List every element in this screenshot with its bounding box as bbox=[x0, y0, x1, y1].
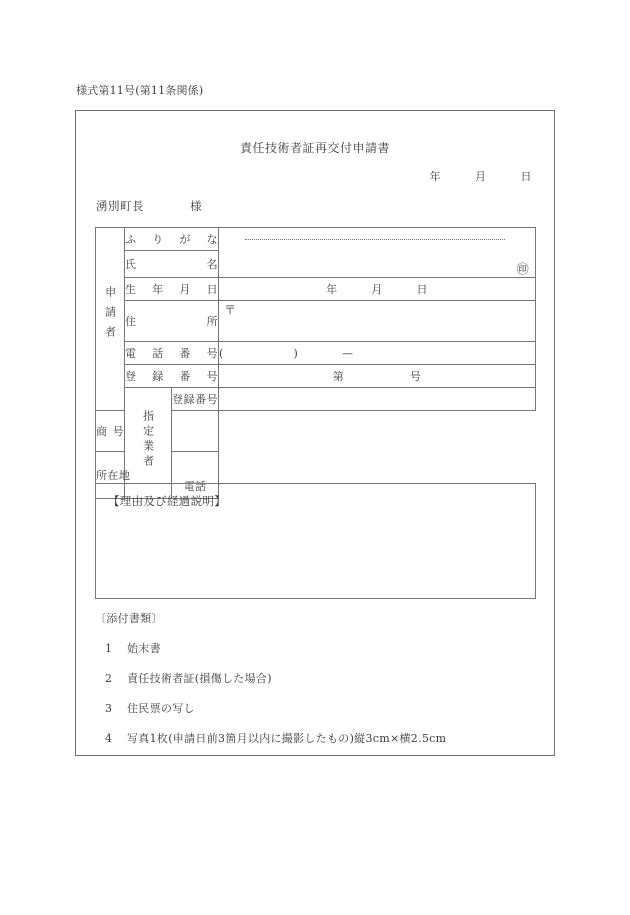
table-row-furigana bbox=[96, 228, 536, 251]
birthdate-day-label: 日 bbox=[416, 283, 428, 296]
attachment-text: 住民票の写し bbox=[127, 702, 195, 715]
list-item bbox=[95, 670, 446, 686]
birthdate-label: 生 年 月 日 bbox=[125, 278, 219, 301]
attachments-section bbox=[95, 610, 446, 746]
contractor-trade-name-label: 商 号 bbox=[96, 411, 125, 452]
addressee bbox=[96, 198, 202, 214]
seal-icon: ㊞ bbox=[516, 262, 529, 276]
attachment-number: 4 bbox=[105, 732, 113, 745]
addressee-honorific: 様 bbox=[190, 199, 203, 213]
postal-mark-icon: 〒 bbox=[224, 303, 237, 317]
registration-gou-label: 号 bbox=[409, 370, 422, 383]
tel-open-paren: ( bbox=[219, 346, 224, 360]
attachment-text: 責任技術者証(損傷した場合) bbox=[127, 672, 272, 685]
applicant-section-label: 申請者 bbox=[96, 228, 125, 411]
birthdate-month-label: 月 bbox=[371, 283, 383, 296]
date-year-label: 年 bbox=[429, 170, 441, 183]
contractor-trade-name-input-cell[interactable] bbox=[172, 411, 219, 452]
contractor-location-tel-label: 電話 bbox=[183, 480, 207, 493]
list-item bbox=[95, 700, 446, 716]
list-item bbox=[95, 730, 446, 746]
attachments-title: 〔添付書類〕 bbox=[95, 612, 163, 625]
attachment-number: 2 bbox=[105, 672, 113, 685]
tel-close-paren: ) bbox=[293, 346, 299, 360]
date-month-label: 月 bbox=[475, 170, 487, 183]
form-number: 様式第11号(第11条関係) bbox=[76, 84, 204, 97]
tel-dash: — bbox=[342, 346, 354, 360]
reason-section-label: 【理由及び経過説明】 bbox=[108, 494, 226, 508]
contractor-section-label: 指定業者 bbox=[125, 388, 172, 499]
furigana-label: ふ り が な bbox=[125, 228, 219, 251]
addressee-name: 湧別町長 bbox=[96, 199, 144, 213]
table-row-registration bbox=[96, 365, 536, 388]
furigana-dotted-line bbox=[245, 239, 505, 240]
document-page-frame bbox=[75, 110, 555, 756]
table-row-address bbox=[96, 301, 536, 342]
address-input-cell[interactable] bbox=[219, 301, 536, 342]
table-row-birthdate bbox=[96, 278, 536, 301]
list-item bbox=[95, 640, 446, 656]
address-label: 住 所 bbox=[125, 301, 219, 342]
table-row-contractor-registration bbox=[96, 388, 536, 411]
telephone-input-cell[interactable] bbox=[219, 342, 536, 365]
contractor-registration-input-cell[interactable] bbox=[219, 388, 536, 411]
registration-dai-label: 第 bbox=[332, 370, 345, 383]
name-label: 氏 名 bbox=[125, 251, 219, 278]
date-day-label: 日 bbox=[520, 170, 532, 183]
contractor-location-label: 所 在 地 bbox=[96, 452, 125, 499]
registration-label: 登 録 番 号 bbox=[125, 365, 219, 388]
attachment-number: 1 bbox=[105, 642, 113, 655]
attachment-text: 始末書 bbox=[127, 642, 161, 655]
applicant-table bbox=[95, 227, 536, 499]
registration-input-cell[interactable] bbox=[219, 365, 536, 388]
page-title: 責任技術者証再交付申請書 bbox=[239, 141, 390, 155]
document-date-line bbox=[430, 168, 533, 184]
contractor-registration-label: 登 録 番 号 bbox=[172, 388, 219, 411]
attachment-number: 3 bbox=[105, 702, 113, 715]
reason-section[interactable] bbox=[95, 483, 536, 599]
name-input-cell[interactable] bbox=[219, 228, 536, 278]
birthdate-year-label: 年 bbox=[326, 283, 338, 296]
birthdate-input-cell[interactable] bbox=[219, 278, 536, 301]
telephone-label: 電 話 番 号 bbox=[125, 342, 219, 365]
table-row-telephone bbox=[96, 342, 536, 365]
attachment-text: 写真1枚(申請日前3箇月以内に撮影したもの)縦3cm×横2.5cm bbox=[127, 732, 447, 745]
